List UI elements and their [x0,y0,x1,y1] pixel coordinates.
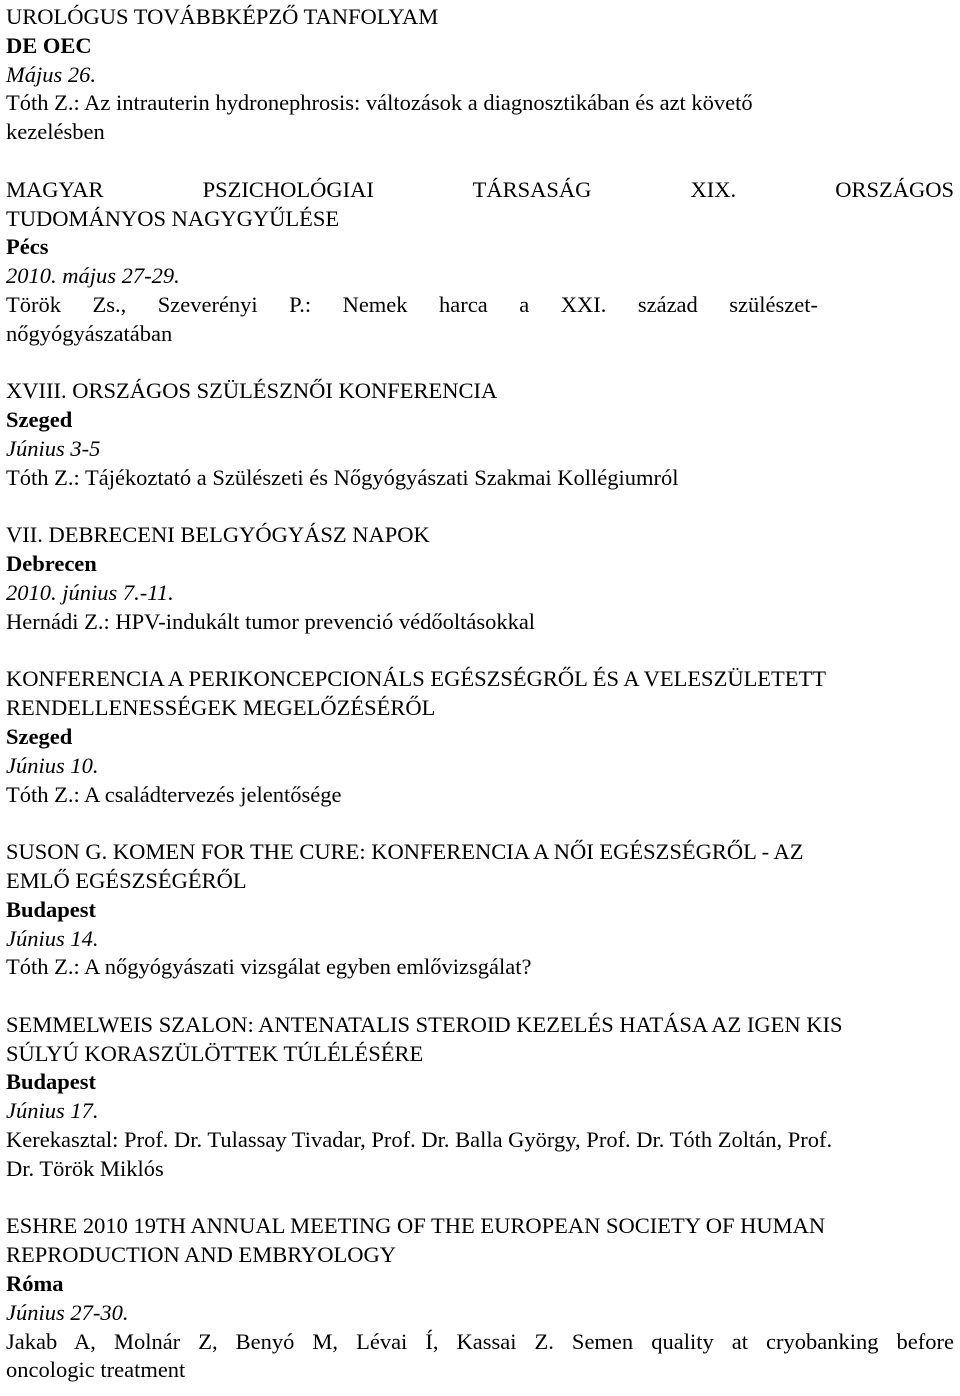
conference-title: SÚLYÚ KORASZÜLÖTTEK TÚLÉLÉSÉRE [6,1040,424,1066]
conference-title: EMLŐ EGÉSZSÉGÉRŐL [6,867,247,893]
conference-entry [6,1011,954,1184]
presentation-line: Tóth Z.: Az intrauterin hydronephrosis: változások a diagnosztikában és azt követő [6,90,753,116]
conference-entry [6,665,954,809]
conference-entry [6,377,954,492]
conference-entry [6,3,954,147]
conference-date: Június 10. [6,752,99,778]
conference-location: DE OEC [6,32,92,58]
conference-date: Június 14. [6,925,99,951]
conference-title: VII. DEBRECENI BELGYÓGYÁSZ NAPOK [6,522,430,548]
conference-title: RENDELLENESSÉGEK MEGELŐZÉSÉRŐL [6,695,436,721]
conference-title: TUDOMÁNYOS NAGYGYŰLÉSE [6,205,340,231]
presentation-line: Jakab A, Molnár Z, Benyó M, Lévai Í, Kassai Z. Semen quality at cryobanking before [6,1328,954,1354]
conference-location: Budapest [6,1069,97,1095]
presentation-line: Tóth Z.: A nőgyógyászati vizsgálat egyben emlővizsgálat? [6,954,532,980]
conference-date: Június 27-30. [6,1299,129,1325]
conference-title: KONFERENCIA A PERIKONCEPCIONÁLS EGÉSZSÉGRŐL ÉS A VELESZÜLETETT [6,666,827,692]
conference-location: Budapest [6,896,97,922]
conference-location: Debrecen [6,551,97,577]
conference-title: SUSON G. KOMEN FOR THE CURE: KONFERENCIA A NŐI EGÉSZSÉGRŐL - AZ [6,839,804,865]
conference-title: ESHRE 2010 19TH ANNUAL MEETING OF THE EUROPEAN SOCIETY OF HUMAN [6,1213,826,1239]
conference-location: Róma [6,1271,64,1297]
conference-date: 2010. június 7.-11. [6,579,174,605]
conference-date: Május 26. [6,61,96,87]
presentation-line: kezelésben [6,119,105,145]
presentation-line: Tóth Z.: Tájékoztató a Szülészeti és Nőgyógyászati Szakmai Kollégiumról [6,464,679,490]
presentation-line: Tóth Z.: A családtervezés jelentősége [6,781,342,807]
conference-entry [6,1212,954,1385]
presentation-line: Dr. Török Miklós [6,1155,164,1181]
presentation-line: nőgyógyászatában [6,320,173,346]
conference-title: SEMMELWEIS SZALON: ANTENATALIS STEROID KEZELÉS HATÁSA AZ IGEN KIS [6,1011,843,1037]
conference-date: Június 17. [6,1098,99,1124]
conference-location: Szeged [6,723,73,749]
conference-entry [6,838,954,982]
conference-location: Szeged [6,407,73,433]
conference-entry [6,176,954,349]
conference-title: XVIII. ORSZÁGOS SZÜLÉSZNŐI KONFERENCIA [6,378,498,404]
conference-entry [6,521,954,636]
presentation-line: Kerekasztal: Prof. Dr. Tulassay Tivadar, Prof. Dr. Balla György, Prof. Dr. Tóth Zoltán, Prof. [6,1127,833,1153]
conference-title: MAGYAR PSZICHOLÓGIAI TÁRSASÁG XIX. ORSZÁGOS [6,176,954,202]
conference-date: Június 3-5 [6,435,101,461]
conference-title: REPRODUCTION AND EMBRYOLOGY [6,1242,397,1268]
conference-date: 2010. május 27-29. [6,263,180,289]
conference-title: UROLÓGUS TOVÁBBKÉPZŐ TANFOLYAM [6,4,439,29]
presentation-line: Hernádi Z.: HPV-indukált tumor prevenció védőoltásokkal [6,608,536,634]
presentation-line: oncologic treatment [6,1357,186,1383]
presentation-line: Török Zs., Szeverényi P.: Nemek harca a XXI. század szülészet- [6,291,818,317]
conference-location: Pécs [6,234,49,260]
